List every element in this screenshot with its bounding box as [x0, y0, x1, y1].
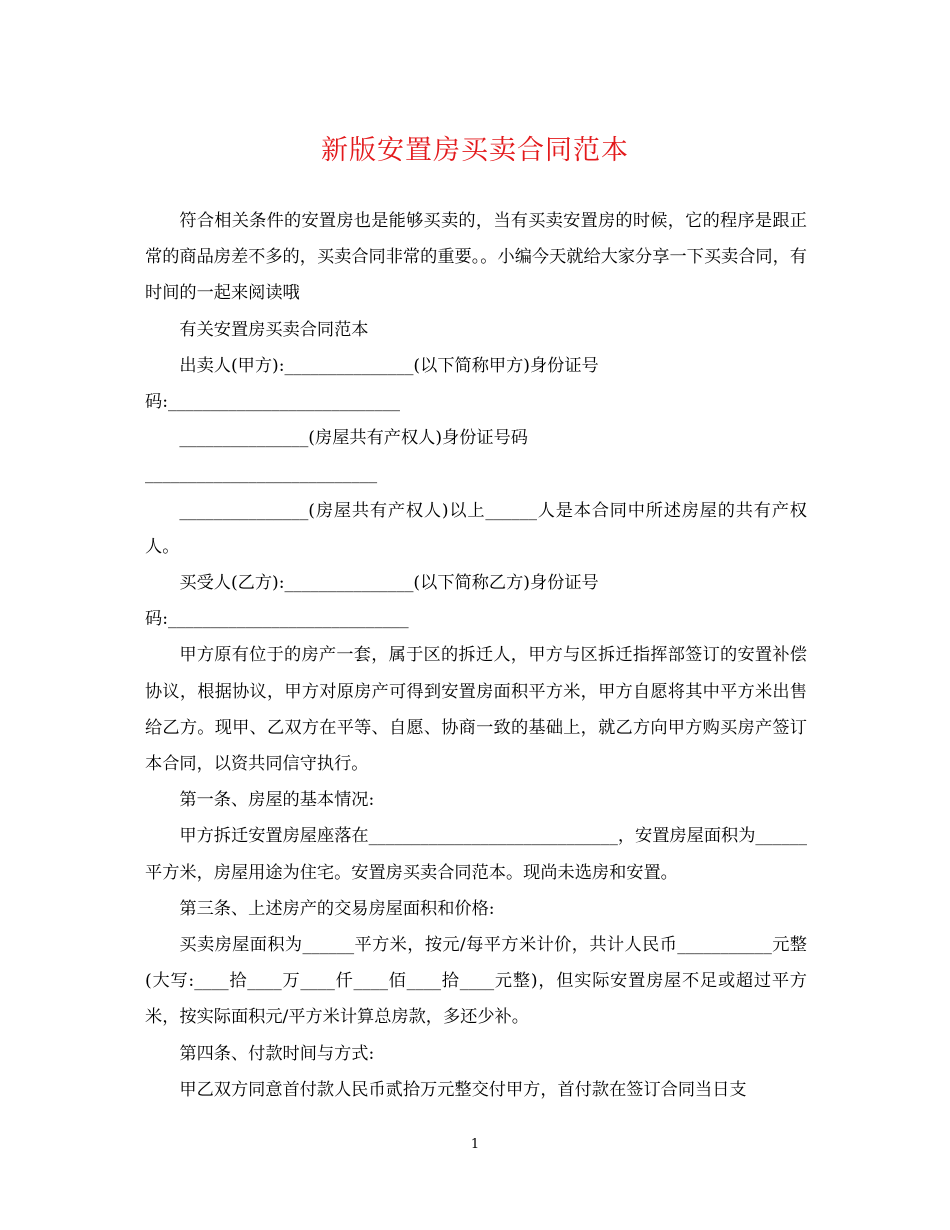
paragraph-seller-id: 码:___________________________ — [145, 392, 401, 413]
page-number: 1 — [470, 1137, 480, 1152]
paragraph-coowner-count: _______________(房屋共有产权人)以上______人是本合同中所述房屋的共有产权人。 — [145, 500, 807, 557]
clause-3-body: 买卖房屋面积为______平方米，按元/每平方米计价，共计人民币___________元整(大写:____拾____万____仟____佰____拾____元整)，但实际安置房屋不足或超过平方米，按实际面积元/平方米计算总房款，多还少补。 — [145, 935, 807, 1028]
paragraph-seller: 出卖人(甲方):_______________(以下简称甲方)身份证号 — [179, 355, 599, 376]
document-body — [145, 203, 807, 1108]
clause-4-body: 甲乙双方同意首付款人民币贰拾万元整交付甲方，首付款在签订合同当日支 — [179, 1079, 747, 1100]
document-title: 新版安置房买卖合同范本 — [321, 135, 629, 166]
paragraph-coowner: _______________(房屋共有产权人)身份证号码 — [179, 428, 528, 449]
clause-1-heading: 第一条、房屋的基本情况: — [179, 790, 375, 811]
paragraph-subtitle: 有关安置房买卖合同范本 — [179, 319, 369, 340]
paragraph-buyer: 买受人(乙方):_______________(以下简称乙方)身份证号 — [179, 573, 599, 594]
clause-1-body: 甲方拆迁安置房屋座落在_____________________________，安置房屋面积为______平方米，房屋用途为住宅。安置房买卖合同范本。现尚未选房和安置。 — [145, 826, 807, 883]
clause-3-heading: 第三条、上述房产的交易房屋面积和价格: — [179, 898, 495, 919]
paragraph-buyer-id: 码:____________________________ — [145, 609, 409, 630]
paragraph-background: 甲方原有位于的房产一套，属于区的拆迁人，甲方与区拆迁指挥部签订的安置补偿协议，根据协议，甲方对原房产可得到安置房面积平方米，甲方自愿将其中平方米出售给乙方。现甲、乙双方在平等、自愿、协商一致的基础上，就乙方向甲方购买房产签订本合同，以资共同信守执行。 — [145, 645, 807, 775]
clause-4-heading: 第四条、付款时间与方式: — [179, 1043, 375, 1064]
paragraph-intro: 符合相关条件的安置房也是能够买卖的，当有买卖安置房的时候，它的程序是跟正常的商品房差不多的，买卖合同非常的重要。。小编今天就给大家分享一下买卖合同，有时间的一起来阅读哦 — [145, 211, 807, 304]
paragraph-coowner-id: ___________________________ — [145, 464, 378, 485]
